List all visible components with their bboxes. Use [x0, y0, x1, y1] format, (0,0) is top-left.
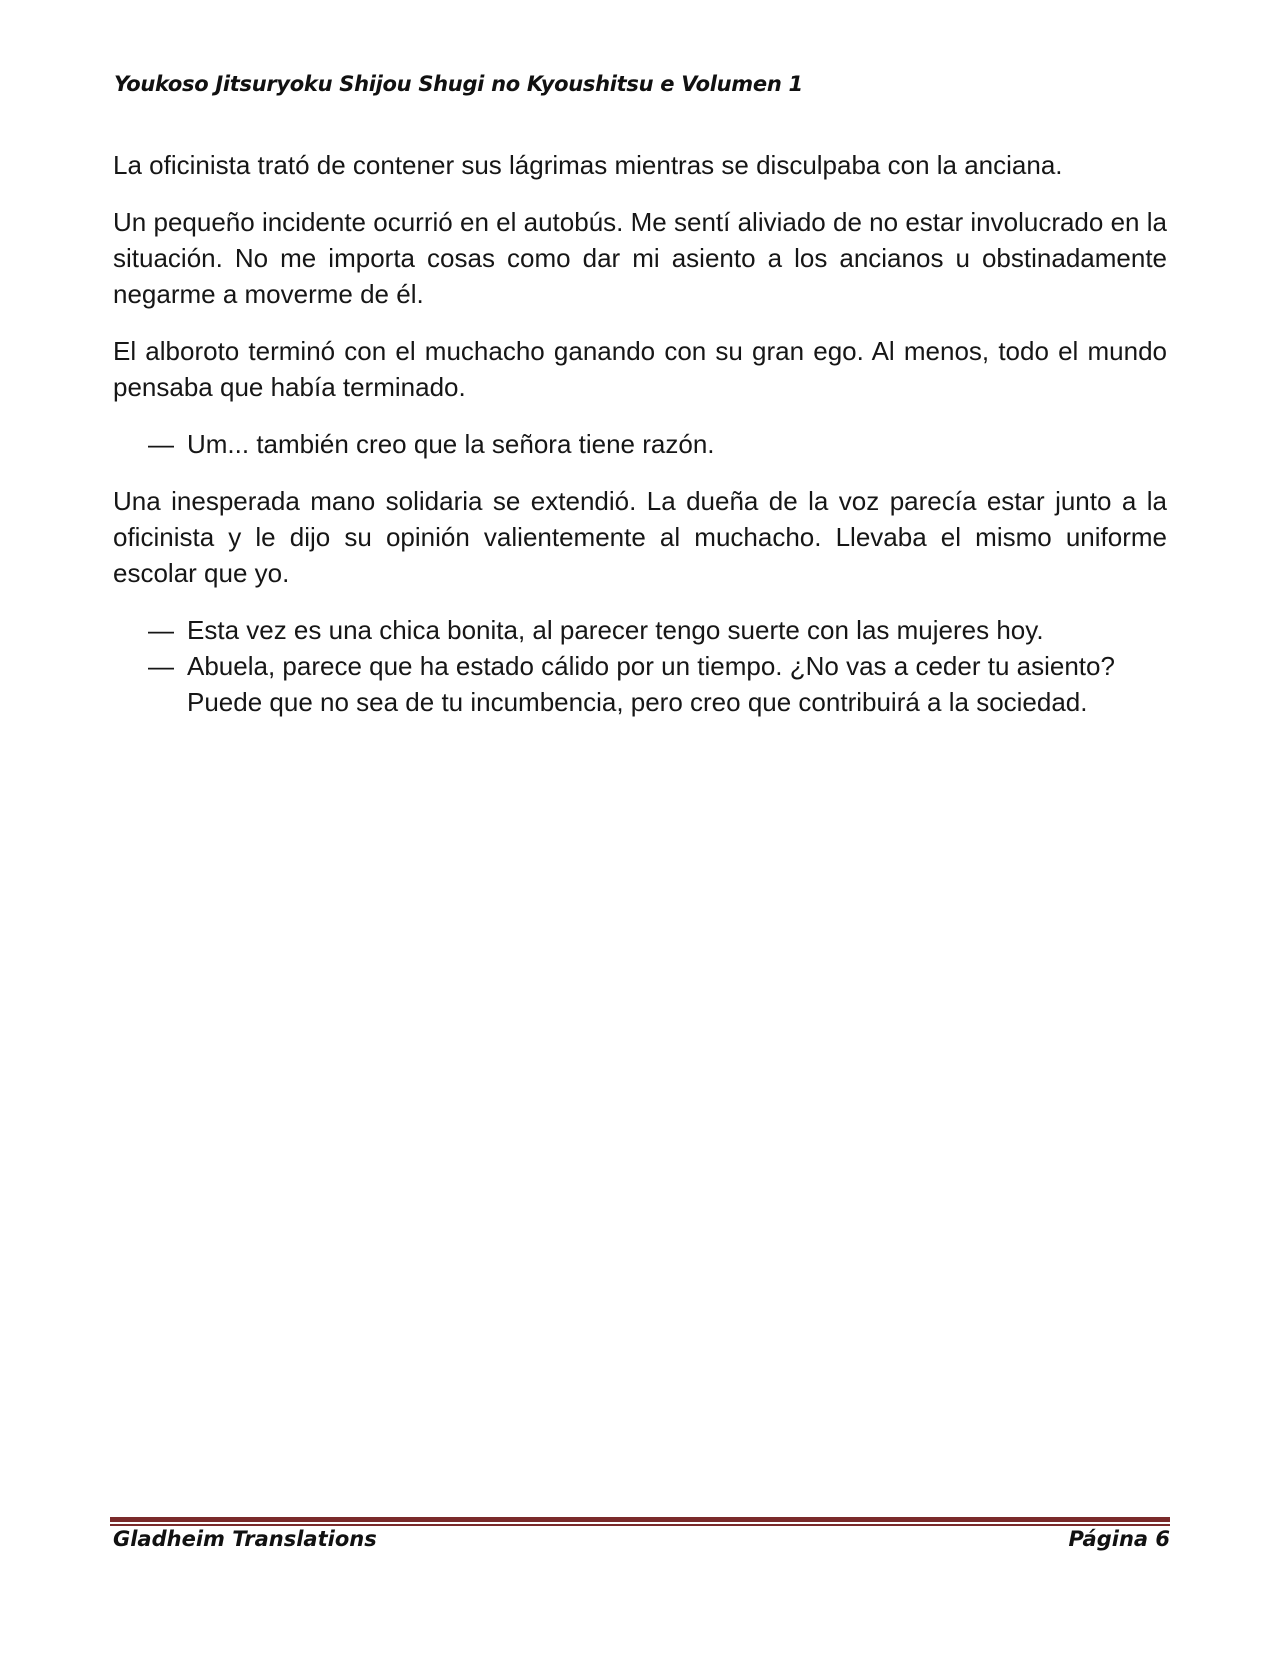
footer-rule-thin — [110, 1524, 1170, 1526]
running-header-title: Youkoso Jitsuryoku Shijou Shugi no Kyoushitsu e Volumen 1 — [114, 72, 803, 96]
dialogue-line — [113, 612, 1167, 648]
footer-page-number: Página 6 — [1068, 1527, 1170, 1551]
dialogue-block — [113, 426, 1167, 462]
dialogue-block — [113, 612, 1167, 720]
dialogue-line — [113, 648, 1167, 720]
dialogue-text: Abuela, parece que ha estado cálido por un tiempo. ¿No vas a ceder tu asiento? Puede que no sea de tu incumbencia, pero creo que contribuirá a la sociedad. — [187, 651, 1115, 717]
dialogue-dash: — — [148, 429, 174, 459]
dialogue-line — [113, 426, 1167, 462]
dialogue-text: Esta vez es una chica bonita, al parecer tengo suerte con las mujeres hoy. — [187, 615, 1044, 645]
dialogue-dash: — — [148, 615, 174, 645]
paragraph: El alboroto terminó con el muchacho ganando con su gran ego. Al menos, todo el mundo pensaba que había terminado. — [113, 336, 1167, 402]
footer-publisher: Gladheim Translations — [113, 1527, 377, 1551]
dialogue-dash: — — [148, 651, 174, 681]
dialogue-text: Um... también creo que la señora tiene razón. — [187, 429, 715, 459]
body-text — [113, 147, 1167, 741]
paragraph: Una inesperada mano solidaria se extendió. La dueña de la voz parecía estar junto a la oficinista y le dijo su opinión valientemente al muchacho. Llevaba el mismo uniforme escolar que yo. — [113, 486, 1167, 588]
paragraph: Un pequeño incidente ocurrió en el autobús. Me sentí aliviado de no estar involucrado en la situación. No me importa cosas como dar mi asiento a los ancianos u obstinadamente negarme a moverme de él. — [113, 207, 1167, 309]
paragraph: La oficinista trató de contener sus lágrimas mientras se disculpaba con la anciana. — [113, 150, 1063, 180]
footer-rule — [110, 1517, 1170, 1526]
